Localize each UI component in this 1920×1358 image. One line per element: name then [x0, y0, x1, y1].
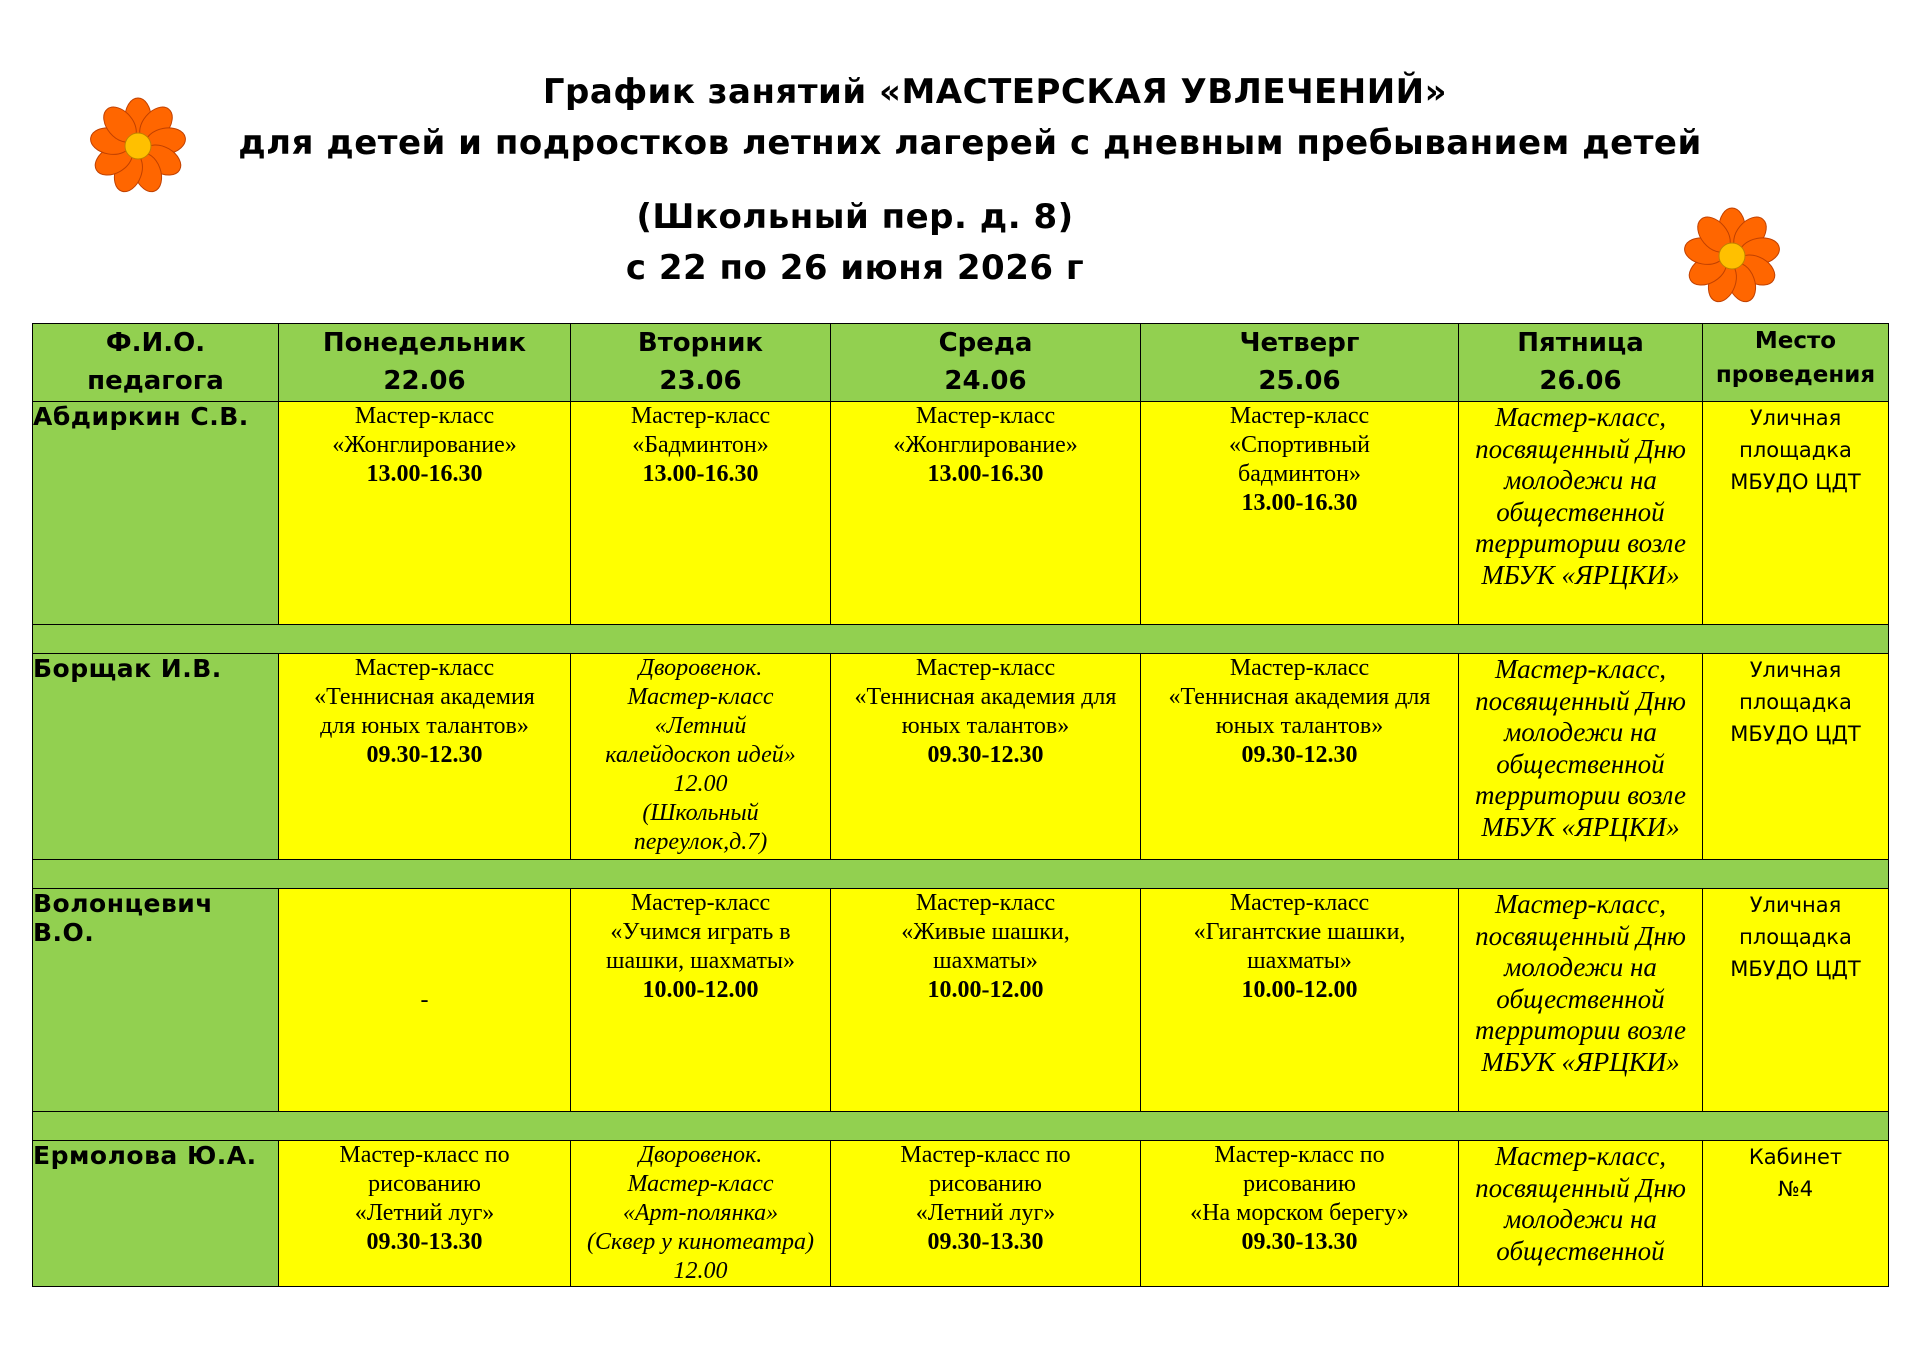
monday-cell: Мастер-класс «Теннисная академия для юных талантов» 09.30-12.30 — [279, 654, 571, 860]
friday-cell: Мастер-класс, посвященный Дню молодежи на общественной — [1459, 1141, 1703, 1287]
friday-cell: Мастер-класс, посвященный Дню молодежи на общественной территории возле МБУК «ЯРЦКИ» — [1459, 889, 1703, 1112]
flower-icon — [88, 96, 188, 196]
table-row — [33, 402, 1889, 625]
monday-cell: Мастер-класс «Жонглирование» 13.00-16.30 — [279, 402, 571, 625]
title-line-1: График занятий «МАСТЕРСКАЯ УВЛЕЧЕНИЙ» — [542, 72, 1448, 112]
teacher-name: Борщак И.В. — [33, 654, 279, 860]
monday-cell: Мастер-класс по рисованию «Летний луг» 09.30-13.30 — [279, 1141, 571, 1287]
wednesday-cell: Мастер-класс «Теннисная академия для юных талантов» 09.30-12.30 — [831, 654, 1141, 860]
monday-cell: - — [279, 889, 571, 1112]
header-thursday: Четверг 25.06 — [1141, 324, 1459, 402]
teacher-name: Ермолова Ю.А. — [33, 1141, 279, 1287]
thursday-cell: Мастер-класс по рисованию «На морском берегу» 09.30-13.30 — [1141, 1141, 1459, 1287]
tuesday-cell: Дворовенок. Мастер-класс «Арт-полянка» (Сквер у кинотеатра) 12.00 — [571, 1141, 831, 1287]
tuesday-cell: Дворовенок. Мастер-класс «Летний калейдоскоп идей» 12.00 (Школьный переулок,д.7) — [571, 654, 831, 860]
schedule-table — [32, 323, 1889, 1287]
place-cell: Уличная площадка МБУДО ЦДТ — [1703, 654, 1889, 860]
friday-cell: Мастер-класс, посвященный Дню молодежи на общественной территории возле МБУК «ЯРЦКИ» — [1459, 654, 1703, 860]
row-separator — [33, 625, 1889, 654]
row-separator — [33, 1112, 1889, 1141]
table-row — [33, 1141, 1889, 1287]
wednesday-cell: Мастер-класс по рисованию «Летний луг» 09.30-13.30 — [831, 1141, 1141, 1287]
address-line: (Школьный пер. д. 8) — [636, 197, 1074, 237]
place-cell: Уличная площадка МБУДО ЦДТ — [1703, 402, 1889, 625]
row-separator — [33, 860, 1889, 889]
place-cell: Уличная площадка МБУДО ЦДТ — [1703, 889, 1889, 1112]
flower-icon — [1682, 206, 1782, 306]
tuesday-cell: Мастер-класс «Учимся играть в шашки, шахматы» 10.00-12.00 — [571, 889, 831, 1112]
wednesday-cell: Мастер-класс «Живые шашки, шахматы» 10.00-12.00 — [831, 889, 1141, 1112]
title-line-2: для детей и подростков летних лагерей с дневным пребыванием детей — [238, 123, 1702, 163]
header-teacher: Ф.И.О. педагога — [33, 324, 279, 402]
table-row — [33, 654, 1889, 860]
wednesday-cell: Мастер-класс «Жонглирование» 13.00-16.30 — [831, 402, 1141, 625]
header-place: Место проведения — [1703, 324, 1889, 402]
table-header-row — [33, 324, 1889, 402]
table-row — [33, 889, 1889, 1112]
teacher-name: Волонцевич В.О. — [33, 889, 279, 1112]
header-tuesday: Вторник 23.06 — [571, 324, 831, 402]
teacher-name: Абдиркин С.В. — [33, 402, 279, 625]
header-wednesday: Среда 24.06 — [831, 324, 1141, 402]
header-monday: Понедельник 22.06 — [279, 324, 571, 402]
thursday-cell: Мастер-класс «Теннисная академия для юных талантов» 09.30-12.30 — [1141, 654, 1459, 860]
thursday-cell: Мастер-класс «Спортивный бадминтон» 13.00-16.30 — [1141, 402, 1459, 625]
friday-cell: Мастер-класс, посвященный Дню молодежи на общественной территории возле МБУК «ЯРЦКИ» — [1459, 402, 1703, 625]
date-range-line: с 22 по 26 июня 2026 г — [625, 248, 1085, 288]
place-cell: Кабинет №4 — [1703, 1141, 1889, 1287]
tuesday-cell: Мастер-класс «Бадминтон» 13.00-16.30 — [571, 402, 831, 625]
header-friday: Пятница 26.06 — [1459, 324, 1703, 402]
thursday-cell: Мастер-класс «Гигантские шашки, шахматы» 10.00-12.00 — [1141, 889, 1459, 1112]
